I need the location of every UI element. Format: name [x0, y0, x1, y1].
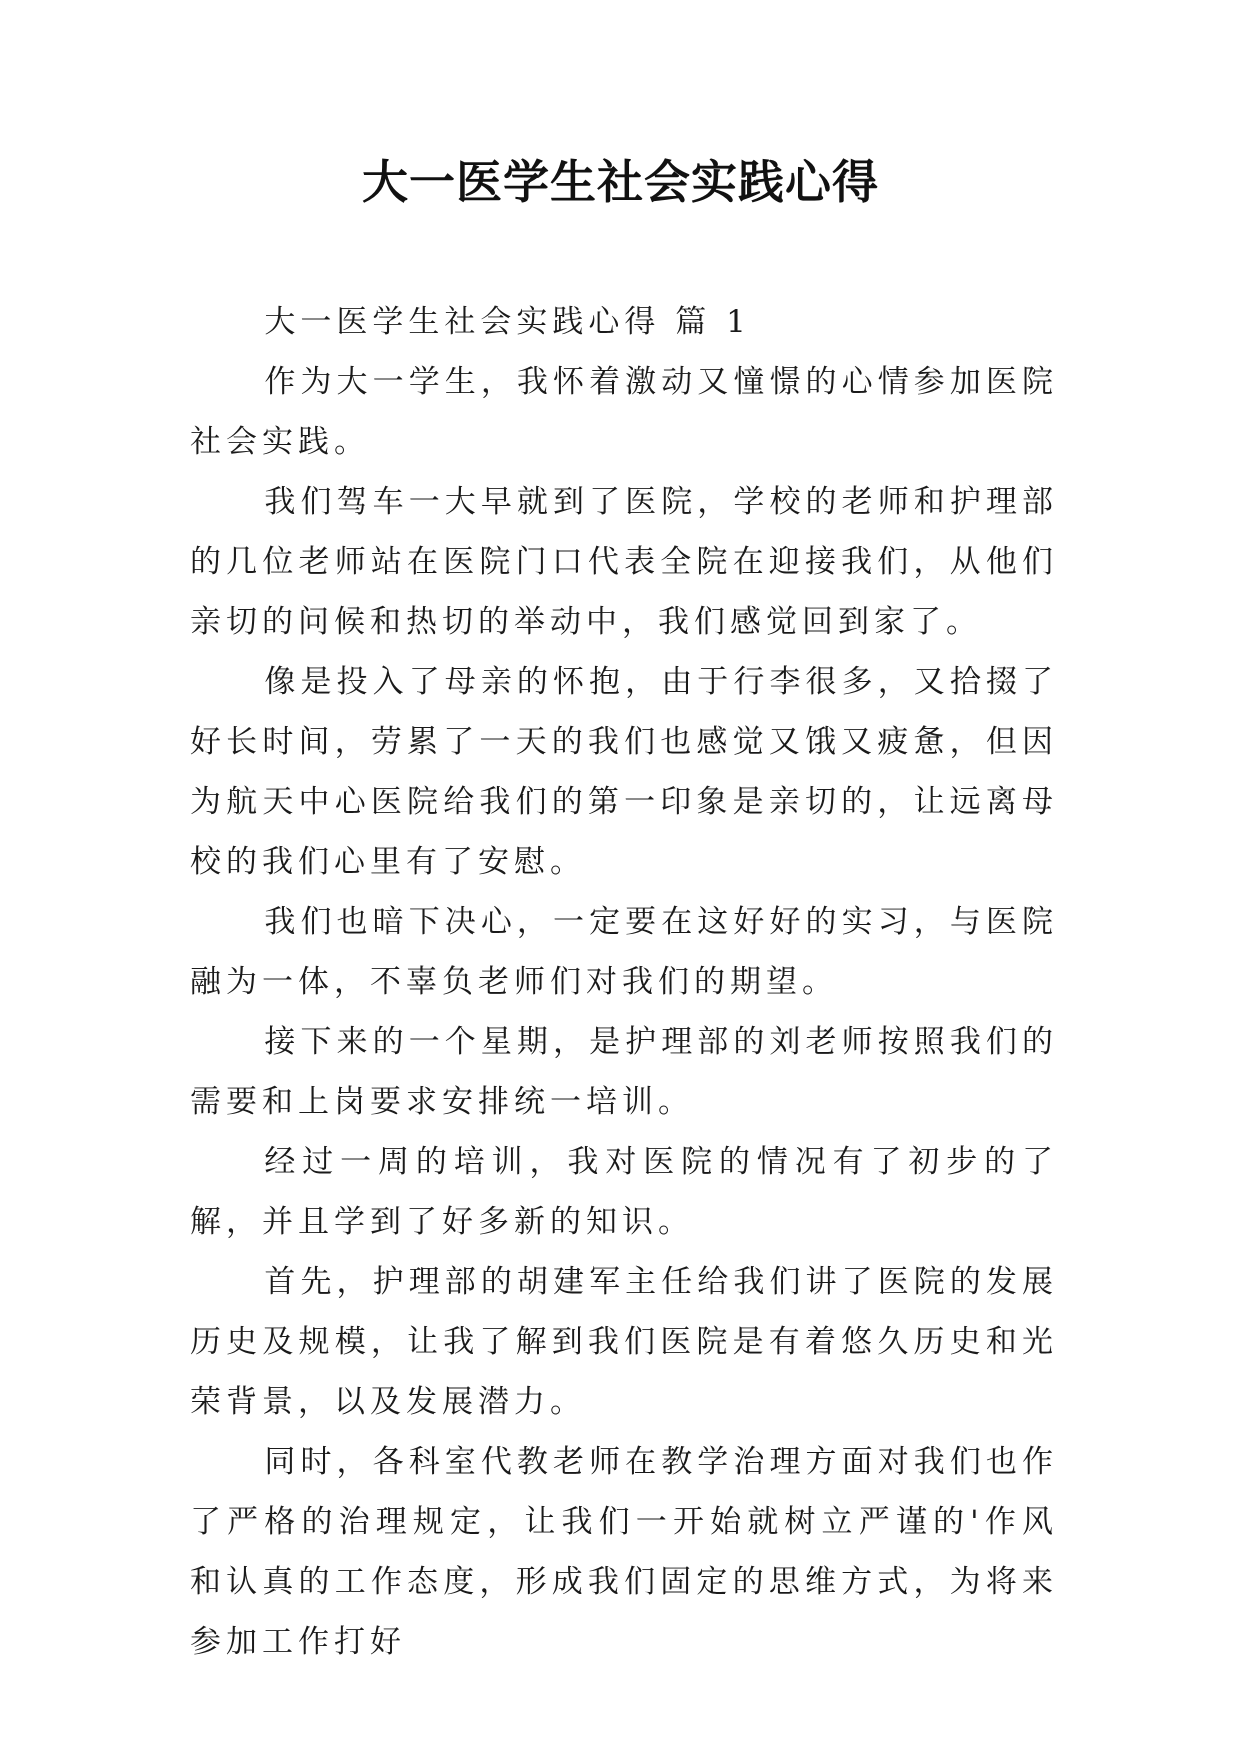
paragraph: 我们驾车一大早就到了医院，学校的老师和护理部的几位老师站在医院门口代表全院在迎接我们，从他们亲切的问候和热切的举动中，我们感觉回到家了。 — [190, 484, 1058, 640]
paragraph: 作为大一学生，我怀着激动又憧憬的心情参加医院社会实践。 — [190, 364, 1058, 460]
paragraph: 首先，护理部的胡建军主任给我们讲了医院的发展历史及规模，让我了解到我们医院是有着悠久历史和光荣背景，以及发展潜力。 — [190, 1264, 1058, 1420]
section-heading: 大一医学生社会实践心得 篇 1 — [264, 304, 751, 340]
paragraph: 同时，各科室代教老师在教学治理方面对我们也作了严格的治理规定，让我们一开始就树立严谨的'作风和认真的工作态度，形成我们固定的思维方式，为将来参加工作打好 — [190, 1444, 1058, 1660]
paragraph: 像是投入了母亲的怀抱，由于行李很多，又拾掇了好长时间，劳累了一天的我们也感觉又饿又疲惫，但因为航天中心医院给我们的第一印象是亲切的，让远离母校的我们心里有了安慰。 — [190, 664, 1058, 880]
document-title: 大一医学生社会实践心得 — [362, 155, 879, 209]
paragraph: 经过一周的培训，我对医院的情况有了初步的了解，并且学到了好多新的知识。 — [190, 1144, 1058, 1240]
paragraph: 接下来的一个星期，是护理部的刘老师按照我们的需要和上岗要求安排统一培训。 — [190, 1024, 1058, 1120]
paragraph: 我们也暗下决心，一定要在这好好的实习，与医院融为一体，不辜负老师们对我们的期望。 — [190, 904, 1058, 1000]
document-body — [190, 292, 1058, 1672]
